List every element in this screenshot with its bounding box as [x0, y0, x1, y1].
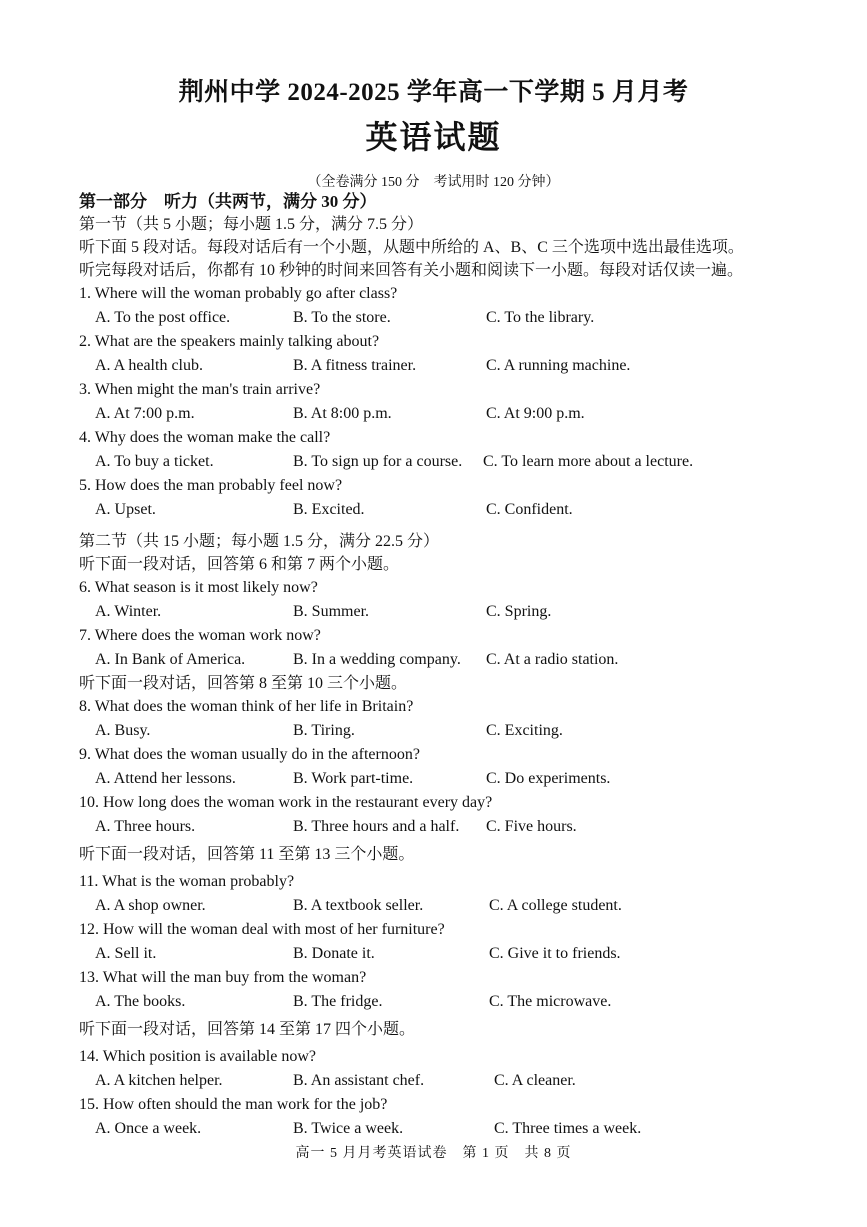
option-b: B. A fitness trainer. — [293, 357, 417, 374]
options-row — [79, 815, 799, 839]
dialog-instruction: 听下面一段对话，回答第 11 至第 13 三个小题。 — [79, 846, 415, 863]
option-c: C. The microwave. — [489, 993, 612, 1010]
option-c: C. To the library. — [486, 309, 595, 326]
options-row — [79, 1117, 799, 1141]
option-c: C. A college student. — [489, 897, 622, 914]
exam-body — [79, 190, 799, 1141]
option-a: A. Attend her lessons. — [95, 770, 236, 787]
option-c: C. A running machine. — [486, 357, 631, 374]
options-row — [79, 600, 799, 624]
part1-heading: 第一部分 听力（共两节，满分 30 分） — [79, 192, 377, 211]
section1-instruction: 听下面 5 段对话。每段对话后有一个小题，从题中所给的 A、B、C 三个选项中选出最佳选项。 — [79, 239, 744, 256]
question: 1. Where will the woman probably go after class? — [79, 285, 398, 302]
option-a: A. Three hours. — [95, 818, 196, 835]
question: 7. Where does the woman work now? — [79, 627, 321, 644]
option-a: A. Winter. — [95, 603, 162, 620]
dialog-instruction: 听下面一段对话，回答第 6 和第 7 两个小题。 — [79, 556, 400, 573]
question: 11. What is the woman probably? — [79, 873, 295, 890]
options-row — [79, 990, 799, 1014]
question: 12. How will the woman deal with most of her furniture? — [79, 921, 445, 938]
option-c: C. To learn more about a lecture. — [483, 453, 694, 470]
option-c: C. Do experiments. — [486, 770, 611, 787]
option-b: B. To sign up for a course. — [293, 453, 463, 470]
options-row — [79, 354, 799, 378]
question: 6. What season is it most likely now? — [79, 579, 318, 596]
options-row — [79, 306, 799, 330]
section1-instruction: 听完每段对话后，你都有 10 秒钟的时间来回答有关小题和阅读下一小题。每段对话仅读一遍。 — [79, 262, 744, 279]
options-row — [79, 894, 799, 918]
option-b: B. Three hours and a half. — [293, 818, 460, 835]
option-c: C. Give it to friends. — [489, 945, 621, 962]
question: 10. How long does the woman work in the restaurant every day? — [79, 794, 493, 811]
option-c: C. A cleaner. — [494, 1072, 576, 1089]
option-a: A. The books. — [95, 993, 186, 1010]
question: 4. Why does the woman make the call? — [79, 429, 331, 446]
option-c: C. Confident. — [486, 501, 573, 518]
option-a: A. Busy. — [95, 722, 151, 739]
page-footer: 高一 5 月月考英语试卷 第 1 页 共 8 页 — [295, 1146, 572, 1161]
option-b: B. The fridge. — [293, 993, 383, 1010]
options-row — [79, 942, 799, 966]
option-c: C. At a radio station. — [486, 651, 619, 668]
option-a: A. To the post office. — [95, 309, 231, 326]
spacer — [79, 522, 799, 530]
option-b: B. Summer. — [293, 603, 370, 620]
option-a: A. In Bank of America. — [95, 651, 246, 668]
dialog-instruction: 听下面一段对话，回答第 8 至第 10 三个小题。 — [79, 675, 408, 692]
question: 2. What are the speakers mainly talking about? — [79, 333, 380, 350]
option-a: A. To buy a ticket. — [95, 453, 214, 470]
option-b: B. A textbook seller. — [293, 897, 424, 914]
options-row — [79, 402, 799, 426]
option-b: B. Twice a week. — [293, 1120, 404, 1137]
question: 9. What does the woman usually do in the afternoon? — [79, 746, 420, 763]
option-a: A. Once a week. — [95, 1120, 202, 1137]
question: 13. What will the man buy from the woman? — [79, 969, 367, 986]
dialog-instruction: 听下面一段对话，回答第 14 至第 17 四个小题。 — [79, 1021, 416, 1038]
options-row — [79, 450, 799, 474]
option-b: B. Tiring. — [293, 722, 355, 739]
question: 15. How often should the man work for the job? — [79, 1096, 388, 1113]
options-row — [79, 767, 799, 791]
option-a: A. Upset. — [95, 501, 156, 518]
question: 8. What does the woman think of her life in Britain? — [79, 698, 414, 715]
option-a: A. At 7:00 p.m. — [95, 405, 195, 422]
option-a: A. A health club. — [95, 357, 203, 374]
option-b: B. Work part-time. — [293, 770, 414, 787]
question: 5. How does the man probably feel now? — [79, 477, 343, 494]
option-c: C. At 9:00 p.m. — [486, 405, 585, 422]
option-c: C. Three times a week. — [494, 1120, 642, 1137]
subject-title: 英语试题 — [365, 119, 502, 155]
options-row — [79, 648, 799, 672]
options-row — [79, 1069, 799, 1093]
option-a: A. A kitchen helper. — [95, 1072, 223, 1089]
option-c: C. Exciting. — [486, 722, 563, 739]
option-a: A. A shop owner. — [95, 897, 206, 914]
section1-heading: 第一节（共 5 小题；每小题 1.5 分，满分 7.5 分） — [79, 216, 424, 233]
option-b: B. Donate it. — [293, 945, 375, 962]
option-b: B. An assistant chef. — [293, 1072, 425, 1089]
question: 3. When might the man's train arrive? — [79, 381, 321, 398]
option-b: B. At 8:00 p.m. — [293, 405, 392, 422]
option-b: B. In a wedding company. — [293, 651, 461, 668]
option-a: A. Sell it. — [95, 945, 157, 962]
option-c: C. Five hours. — [486, 818, 577, 835]
section2-heading: 第二节（共 15 小题；每小题 1.5 分，满分 22.5 分） — [79, 533, 440, 550]
exam-info: （全卷满分 150 分 考试用时 120 分钟） — [307, 175, 560, 190]
option-b: B. Excited. — [293, 501, 365, 518]
question: 14. Which position is available now? — [79, 1048, 316, 1065]
option-b: B. To the store. — [293, 309, 391, 326]
options-row — [79, 498, 799, 522]
exam-title: 荆州中学 2024-2025 学年高一下学期 5 月月考 — [178, 79, 689, 106]
option-c: C. Spring. — [486, 603, 552, 620]
options-row — [79, 719, 799, 743]
